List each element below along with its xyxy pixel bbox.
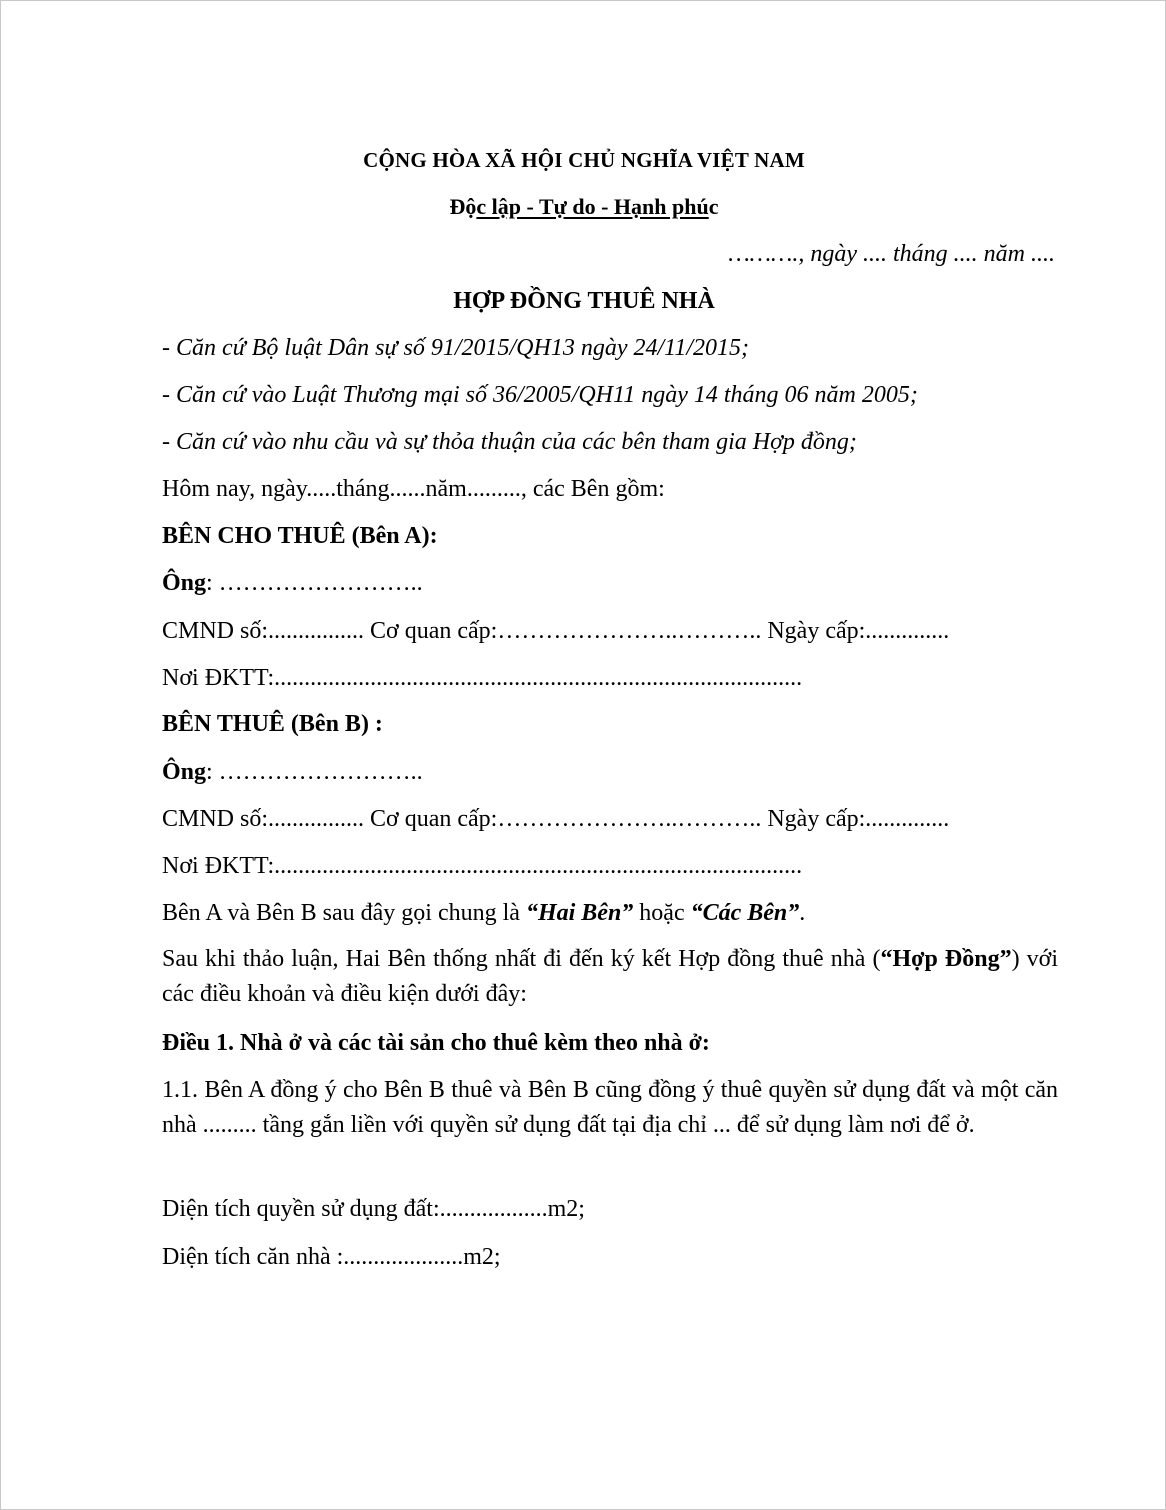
contract-title: HỢP ĐỒNG THUÊ NHÀ (453, 288, 715, 314)
agreement-suffix: ) với các điều khoản và điều kiện dưới đây: (162, 946, 1058, 1007)
clause-1-1: 1.1. Bên A đồng ý cho Bên B thuê và Bên B cũng đồng ý thuê quyền sử dụng đất và một căn nhà ......... tầng gắn liền với quyền sử dụng đất tại địa chỉ ... để sử dụng làm nơi để ở. (162, 1077, 1058, 1138)
agreement-paragraph (162, 942, 1058, 1012)
party-b-name (162, 757, 423, 787)
motto-underlined: c lập - Tự do - Hạnh phú (476, 194, 709, 219)
party-b-name-label: Ông (162, 759, 207, 785)
party-b-name-value: : …………………….. (206, 759, 423, 785)
nation-header: CỘNG HÒA XÃ HỘI CHỦ NGHĨA VIỆT NAM (363, 148, 805, 172)
motto-suffix: c (708, 194, 719, 219)
parties-def-term2: “Các Bên” (690, 900, 800, 926)
land-area-line: Diện tích quyền sử dụng đất:..................m2; (162, 1196, 585, 1222)
party-a-name-label: Ông (162, 570, 207, 596)
party-a-heading: BÊN CHO THUÊ (Bên A): (162, 523, 438, 549)
parties-def-prefix: Bên A và Bên B sau đây gọi chung là (162, 900, 526, 926)
party-a-name-value: : …………………….. (206, 570, 423, 596)
party-a-id-line: CMND số:................ Cơ quan cấp:…………………..……….. Ngày cấp:.............. (162, 618, 950, 644)
party-a-address-line: Nơi ĐKTT:........................................................................................ (162, 665, 803, 691)
agreement-term: “Hợp Đồng” (880, 946, 1012, 972)
legal-basis-1: - Căn cứ Bộ luật Dân sự số 91/2015/QH13 ngày 24/11/2015; (162, 335, 750, 361)
legal-basis-3: - Căn cứ vào nhu cầu và sự thỏa thuận của các bên tham gia Hợp đồng; (162, 429, 857, 455)
party-a-name (162, 568, 423, 598)
parties-def-suffix: . (799, 900, 806, 926)
motto-prefix: Độ (449, 194, 477, 219)
parties-def-middle: hoặc (633, 900, 691, 926)
parties-def-term1: “Hai Bên” (525, 900, 634, 926)
agreement-prefix: Sau khi thảo luận, Hai Bên thống nhất đi đến ký kết Hợp đồng thuê nhà ( (162, 946, 881, 972)
article-1-heading: Điều 1. Nhà ở và các tài sản cho thuê kèm theo nhà ở: (162, 1030, 710, 1056)
parties-definition (162, 898, 805, 928)
party-b-heading: BÊN THUÊ (Bên B) : (162, 711, 383, 737)
motto (1, 192, 1166, 222)
intro-line: Hôm nay, ngày.....tháng......năm........., các Bên gồm: (162, 476, 665, 502)
party-b-address-line: Nơi ĐKTT:........................................................................................ (162, 853, 803, 879)
house-area-line: Diện tích căn nhà :....................m2; (162, 1244, 501, 1270)
party-b-id-line: CMND số:................ Cơ quan cấp:…………………..……….. Ngày cấp:.............. (162, 806, 950, 832)
date-line: ………., ngày .... tháng .... năm .... (728, 241, 1055, 267)
legal-basis-2: - Căn cứ vào Luật Thương mại số 36/2005/QH11 ngày 14 tháng 06 năm 2005; (162, 382, 918, 408)
